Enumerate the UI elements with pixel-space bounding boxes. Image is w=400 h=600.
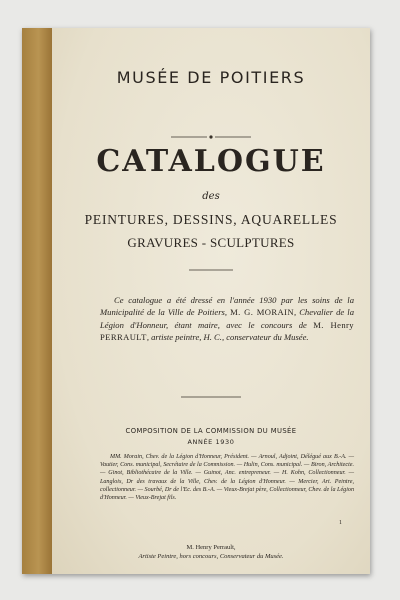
title-connector: des [202, 191, 220, 202]
catalogue-booklet [22, 28, 370, 574]
intro-text-3: , artiste peintre, H. C., conservateur du Musée. [146, 332, 309, 343]
signature-role: Artiste Peintre, hors concours, Conservateur du Musée. [138, 552, 284, 560]
commission-year: ANNÉE 1930 [187, 438, 235, 446]
intro-text-2: , Chevalier de la Légion d'Honneur, étant maire, avec le concours de [100, 307, 354, 330]
divider-line-middle [189, 268, 233, 272]
catalogue-intro-paragraph [100, 294, 354, 344]
book-spine [22, 28, 52, 574]
mayor-name: M. G. MORAIN [230, 307, 294, 318]
subtitle-paintings: PEINTURES, DESSINS, AQUARELLES [84, 212, 338, 227]
cover-page [52, 28, 370, 574]
commission-heading: COMPOSITION DE LA COMMISSION DU MUSÉE [125, 427, 297, 435]
divider-line-lower [181, 395, 241, 399]
ornament-divider-top [171, 134, 251, 140]
curator-signature [52, 544, 370, 561]
page-number: 1 [339, 520, 342, 526]
signature-name: M. Henry Perrault, [186, 544, 236, 551]
catalogue-title: CATALOGUE [96, 144, 326, 179]
commission-members: MM. Morain, Chev. de la Légion d'Honneur, Président. — Arnoul, Adjoint, Délégué aux B.-A. — Vautier, Cons. municipal, Secrétaire de la Commission. — Hulin, Cons. municipal. — Biron, Architecte. — Ginot, Bibliothécaire de la Ville. — Guinot, Anc. entrepreneur. — H. Kohn, Collectionneur. — Langlois, Dr des travaux de la Ville, Chev. de la Légion d'Honneur. — Mercier, Art. Peintre, collectionneur. — Sourbé, Dr de l'Ec. des B.-A. — Vieux-Brejat père, Collectionneur, Chev. de la Légion d'Honneur. — Vieux-Brejat fils. [100, 454, 354, 502]
intro-text-1: Ce catalogue a été dressé en l'année 1930 par les soins de la Municipalité de la Ville de Poitiers, [100, 295, 354, 318]
curator-name: M. Henry PERRAULT [100, 319, 355, 343]
subtitle-engravings: GRAVURES - SCULPTURES [127, 235, 295, 250]
museum-name: MUSÉE DE POITIERS [116, 68, 306, 87]
